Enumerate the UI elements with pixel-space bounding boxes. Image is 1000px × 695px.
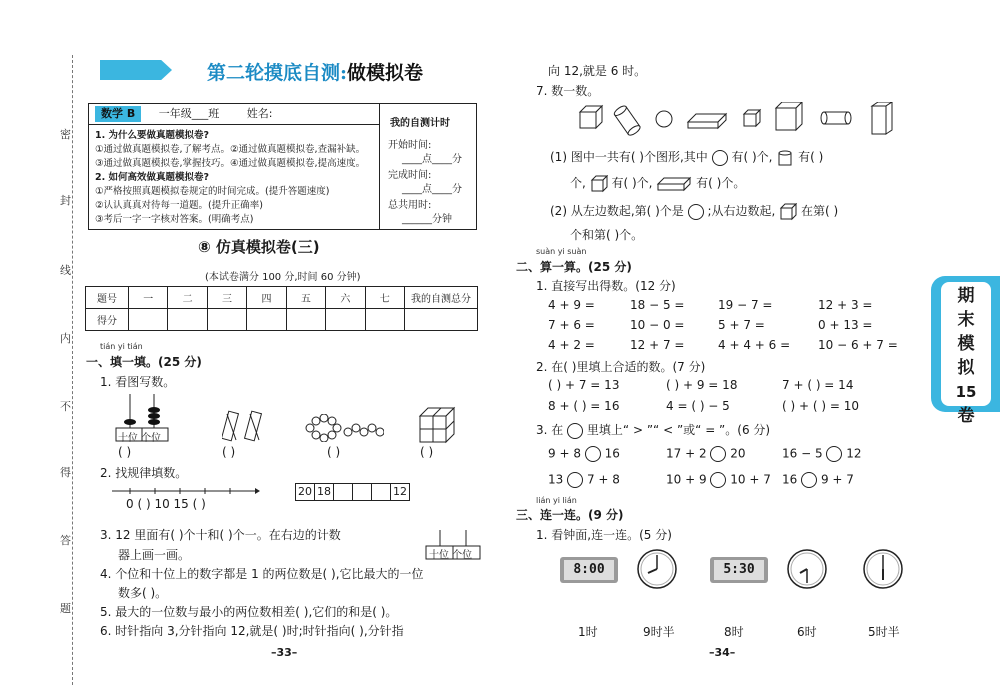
compare-circle[interactable] <box>710 472 726 488</box>
circle-icon <box>567 423 583 439</box>
question-2: 2. 找规律填数。 <box>100 466 188 480</box>
compare-circle[interactable] <box>585 446 601 462</box>
table-cell: 三 <box>207 287 246 309</box>
score-input[interactable] <box>286 309 325 331</box>
name-field: 姓名: <box>246 107 273 120</box>
timer-panel <box>380 104 476 229</box>
fill-item[interactable]: ( ) + ( ) = 10 <box>782 399 859 413</box>
seq-box: 18 <box>315 484 334 500</box>
score-input[interactable] <box>247 309 286 331</box>
q7-1-text: 有( )个。 <box>696 176 746 190</box>
side-tab-char: 拟 <box>957 358 975 378</box>
cylinder-icon <box>776 149 794 167</box>
pinyin: tián yi tián <box>100 342 143 351</box>
seal-char: 内 <box>60 332 71 345</box>
question-7-2-line2: 个和第( )个。 <box>570 228 644 242</box>
info-q2a: ①严格按照真题模拟卷规定的时间完成。(提升答题速度) <box>95 186 330 197</box>
seal-char: 线 <box>60 264 71 277</box>
cube-icon <box>590 175 608 193</box>
seq-box: 20 <box>296 484 315 500</box>
calc-question-2: 2. 在( )里填上合适的数。(7 分) <box>536 360 706 374</box>
calc-question-3 <box>536 421 770 439</box>
cmp-right: 20 <box>730 446 746 461</box>
info-box <box>88 103 477 230</box>
cmp-left: 13 <box>548 472 564 487</box>
table-cell: 我的自测总分 <box>405 287 478 309</box>
seq-blank[interactable] <box>334 484 353 500</box>
question-4-line2: 数多( )。 <box>118 586 168 600</box>
number-line-labels: 0 ( ) 10 15 ( ) <box>126 497 206 511</box>
info-left <box>89 104 380 229</box>
c3-text: 3. 在 <box>536 423 564 437</box>
info-q2b: ②认认真真对待每一道题。(提升正确率) <box>95 200 263 211</box>
start-label: 开始时间: <box>388 140 432 151</box>
score-input[interactable] <box>365 309 404 331</box>
number-line <box>110 486 260 496</box>
clock-label: 6时 <box>797 625 817 639</box>
table-row <box>86 287 478 309</box>
side-tab-char: 15 <box>955 383 977 401</box>
info-header <box>89 104 379 125</box>
q7-1-text: 有( )个, <box>611 176 653 190</box>
cmp-right: 12 <box>846 446 862 461</box>
compare-circle[interactable] <box>826 446 842 462</box>
seal-char: 答 <box>60 534 71 547</box>
exam-note: (本试卷满分 100 分,时间 60 分钟) <box>205 272 361 283</box>
fill-item[interactable]: ( ) + 9 = 18 <box>666 378 738 392</box>
q7-1-text: 有( )个, <box>731 150 773 164</box>
calc-item: 5 + 7 = <box>718 318 765 332</box>
score-input[interactable] <box>326 309 365 331</box>
fill-item[interactable]: 8 + ( ) = 16 <box>548 399 620 413</box>
q7-2-text: 在第( ) <box>800 204 839 218</box>
q7-1-text: 有( ) <box>798 150 824 164</box>
q7-2-text: (2) 从左边数起,第( )个是 <box>550 204 684 218</box>
section-2-title: 二、算一算。(25 分) <box>516 260 632 274</box>
cmp-left: 16 − 5 <box>782 446 823 461</box>
c3-text: 里填上“ > ”“ < ”或“ = ”。(6 分) <box>586 423 771 437</box>
sphere-icon <box>712 150 728 166</box>
question-3-line1: 3. 12 里面有( )个十和( )个一。在右边的计数 <box>100 528 341 542</box>
grade-field: 一年级___班 <box>158 107 220 120</box>
total-blank: ______分钟 <box>402 214 452 225</box>
side-tab-char: 卷 <box>957 406 975 426</box>
calc-item: 18 − 5 = <box>630 298 685 312</box>
score-input[interactable] <box>168 309 207 331</box>
clock-label: 8时 <box>724 625 744 639</box>
link-question-1: 1. 看钟面,连一连。(5 分) <box>536 528 672 542</box>
seq-box: 12 <box>393 485 407 498</box>
finish-blank: ____点____分 <box>402 184 462 195</box>
seal-dashed-line <box>72 55 73 685</box>
calc-item: 0 + 13 = <box>818 318 873 332</box>
calc-question-1: 1. 直接写出得数。(12 分) <box>536 279 676 293</box>
table-row <box>86 309 478 331</box>
start-blank: ____点____分 <box>402 154 462 165</box>
cmp-left: 9 + 8 <box>548 446 581 461</box>
table-cell: 七 <box>365 287 404 309</box>
digital-clock <box>560 557 618 583</box>
compare-circle[interactable] <box>801 472 817 488</box>
score-input[interactable] <box>129 309 168 331</box>
cube-icon <box>779 203 797 221</box>
side-tab <box>931 276 1000 426</box>
seal-char: 封 <box>60 194 71 207</box>
digital-time: 5:30 <box>714 560 764 580</box>
sequence-boxes <box>295 483 410 501</box>
fill-item[interactable]: 4 = ( ) − 5 <box>666 399 730 413</box>
cmp-right: 7 + 8 <box>586 472 620 487</box>
answer-blank-3[interactable]: ( ) <box>327 445 341 459</box>
table-cell: 一 <box>129 287 168 309</box>
table-cell: 五 <box>286 287 325 309</box>
calc-item: 10 − 6 + 7 = <box>818 338 898 352</box>
question-3-line2: 器上画一画。 <box>118 548 191 562</box>
question-5: 5. 最大的一位数与最小的两位数相差( ),它们的和是( )。 <box>100 605 398 619</box>
info-q1: 1. 为什么要做真题模拟卷? <box>95 130 210 141</box>
analog-clock-icon <box>786 548 828 590</box>
fill-item[interactable]: ( ) + 7 = 13 <box>548 378 620 392</box>
question-7-2-line1 <box>550 202 838 221</box>
table-cell: 得分 <box>86 309 129 331</box>
pinyin: lián yi lián <box>536 496 577 505</box>
side-tab-text <box>941 282 991 426</box>
q7-1-text: 个, <box>570 176 586 190</box>
digital-time: 8:00 <box>564 560 614 580</box>
info-q2c: ③考后一字一字核对答案。(明确考点) <box>95 214 254 225</box>
table-cell: 六 <box>326 287 365 309</box>
clock-label: 5时半 <box>868 625 900 639</box>
q7-1-text: (1) 图中一共有( )个图形,其中 <box>550 150 708 164</box>
cmp-right: 9 + 7 <box>820 472 854 487</box>
score-input[interactable] <box>405 309 478 331</box>
side-tab-char: 模 <box>957 334 975 354</box>
calc-item: 12 + 7 = <box>630 338 685 352</box>
table-cell: 题号 <box>86 287 129 309</box>
cmp-left: 10 + 9 <box>666 472 707 487</box>
cuboid-icon <box>656 176 692 192</box>
info-q1b: ③通过做真题模拟卷,掌握技巧。④通过做真题模拟卷,提高速度。 <box>95 158 366 169</box>
q7-2-text: ;从右边数起, <box>707 204 776 218</box>
question-7-1-line2 <box>570 174 745 193</box>
info-q2: 2. 如何高效做真题模拟卷? <box>95 172 210 183</box>
question-1: 1. 看图写数。 <box>100 375 176 389</box>
clock-label: 9时半 <box>643 625 675 639</box>
section-1-title: 一、填一填。(25 分) <box>86 355 202 369</box>
cmp-left: 16 <box>782 472 798 487</box>
compare-circle[interactable] <box>567 472 583 488</box>
page-title <box>207 58 423 85</box>
section-3-title: 三、连一连。(9 分) <box>516 508 624 522</box>
cmp-right: 16 <box>604 446 620 461</box>
subject-badge: 数学 B <box>95 106 141 122</box>
table-cell: 四 <box>247 287 286 309</box>
total-label: 总共用时: <box>388 200 432 211</box>
digital-clock <box>710 557 768 583</box>
compare-circle[interactable] <box>710 446 726 462</box>
beads-image <box>304 414 384 442</box>
seal-char: 密 <box>60 128 71 141</box>
analog-clock-icon <box>862 548 904 590</box>
stick-bundles-image <box>222 408 272 444</box>
counter-label: 十位 个位 <box>429 550 473 561</box>
finish-label: 完成时间: <box>388 170 432 181</box>
answer-blank-1[interactable]: ( ) <box>118 445 132 459</box>
question-6: 6. 时针指向 3,分针指向 12,就是( )时;时针指向( ),分针指 <box>100 624 404 638</box>
pinyin: suàn yi suàn <box>536 247 587 256</box>
title-black: 做模拟卷 <box>347 62 424 84</box>
answer-blank-2[interactable]: ( ) <box>222 445 236 459</box>
page-number-left: –33– <box>271 646 298 659</box>
page-number-right: –34– <box>709 646 736 659</box>
seq-blank[interactable] <box>353 484 372 500</box>
cmp-right: 10 + 7 <box>730 472 771 487</box>
score-table <box>85 286 478 331</box>
calc-item: 12 + 3 = <box>818 298 873 312</box>
question-4-line1: 4. 个位和十位上的数字都是 1 的两位数是( ),它比最大的一位 <box>100 567 424 581</box>
exam-title: ⑧ 仿真模拟卷(三) <box>198 238 320 256</box>
side-tab-char: 期 <box>957 286 975 306</box>
fill-item[interactable]: 7 + ( ) = 14 <box>782 378 854 392</box>
question-6-cont: 向 12,就是 6 时。 <box>548 64 647 78</box>
info-q1a: ①通过做真题模拟卷,了解考点。②通过做真题模拟卷,查漏补缺。 <box>95 144 366 155</box>
side-tab-char: 末 <box>957 310 975 330</box>
calc-item: 4 + 2 = <box>548 338 595 352</box>
question-7-1-line1 <box>550 148 823 167</box>
score-input[interactable] <box>207 309 246 331</box>
calc-item: 4 + 9 = <box>548 298 595 312</box>
title-ribbon <box>100 60 172 80</box>
sphere-icon <box>688 204 704 220</box>
title-blue: 第二轮摸底自测: <box>207 62 348 84</box>
seal-char: 得 <box>60 466 71 479</box>
seal-char: 不 <box>60 400 71 413</box>
calc-item: 7 + 6 = <box>548 318 595 332</box>
timer-title: 我的自测计时 <box>390 118 450 129</box>
answer-blank-4[interactable]: ( ) <box>420 445 434 459</box>
seq-blank[interactable] <box>372 484 391 500</box>
cmp-left: 17 + 2 <box>666 446 707 461</box>
clock-label: 1时 <box>578 625 598 639</box>
calc-item: 10 − 0 = <box>630 318 685 332</box>
shapes-row <box>578 102 918 138</box>
calc-item: 4 + 4 + 6 = <box>718 338 791 352</box>
abacus-label: 十位 个位 <box>118 433 162 444</box>
table-cell: 二 <box>168 287 207 309</box>
cubes-image <box>418 402 462 444</box>
calc-item: 19 − 7 = <box>718 298 773 312</box>
question-7: 7. 数一数。 <box>536 84 600 98</box>
seal-char: 题 <box>60 602 71 615</box>
analog-clock-icon <box>636 548 678 590</box>
